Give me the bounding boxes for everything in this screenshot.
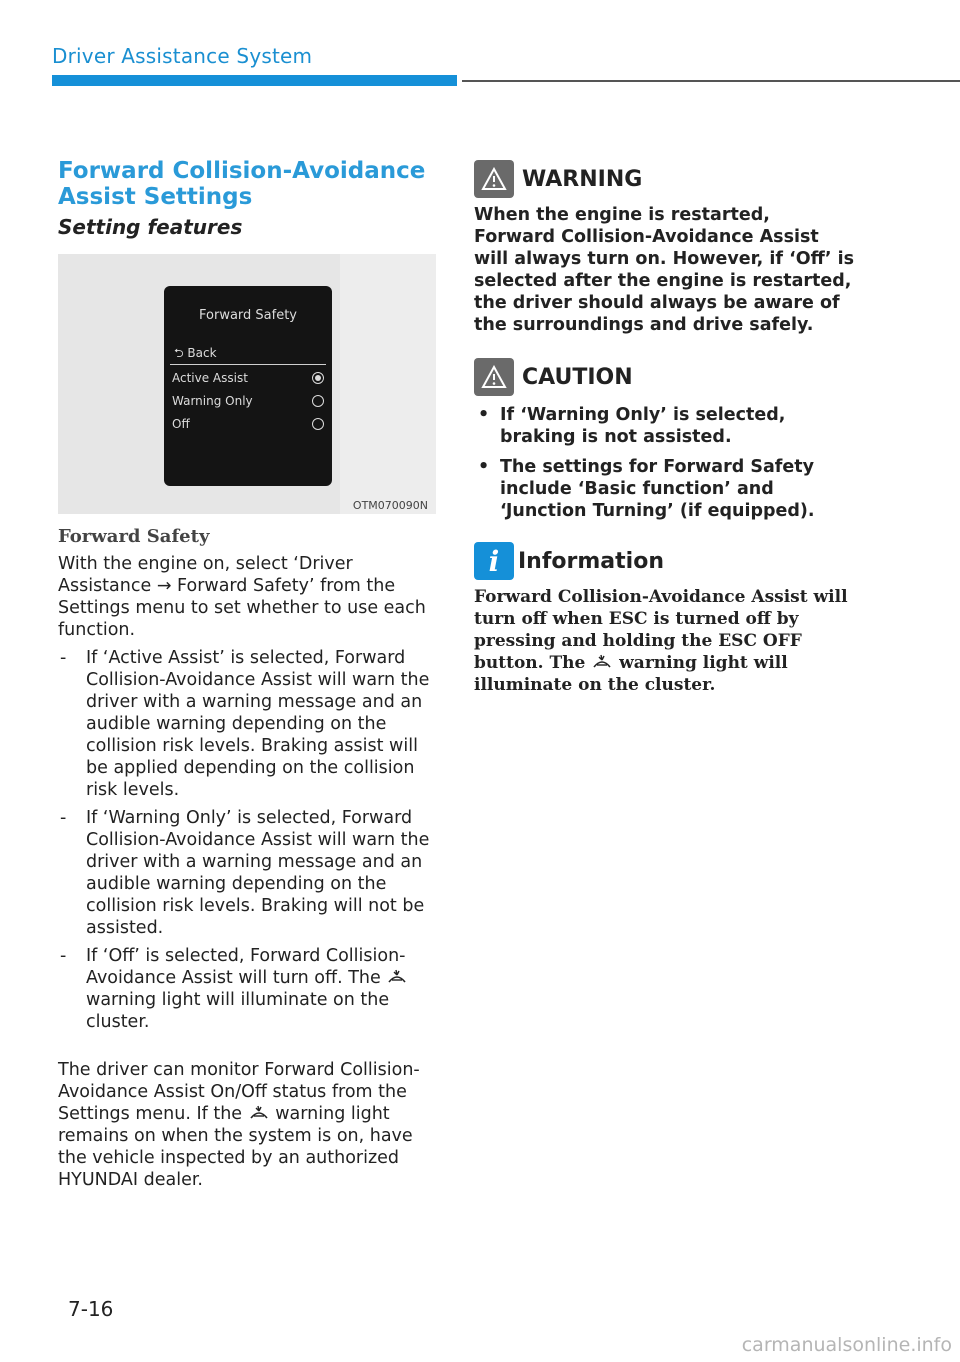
info-icon: i <box>474 542 514 580</box>
list-item <box>58 945 436 1033</box>
forward-safety-heading: Forward Safety <box>58 526 210 547</box>
screen-option-off <box>172 416 324 434</box>
radio-selected-icon <box>312 372 324 384</box>
header-accent-bar <box>52 75 457 86</box>
header-rule <box>462 80 960 82</box>
option-label: Off <box>172 417 190 431</box>
fca-warning-light-icon <box>386 968 408 986</box>
section-title-line-2: Assist Settings <box>58 184 253 210</box>
information-box <box>474 542 854 696</box>
left-column <box>58 158 436 1191</box>
screen-title: Forward Safety <box>199 308 297 323</box>
information-text <box>474 586 854 696</box>
cluster-screen <box>164 286 332 486</box>
radio-empty-icon <box>312 418 324 430</box>
info-text-before: Forward Collision-Avoidance Assist will turn off when ESC is turned off by pressing and holding the ESC OFF button. The <box>474 587 848 673</box>
information-title: Information <box>518 548 664 574</box>
screen-option-active-assist <box>172 370 324 388</box>
caution-triangle-icon <box>481 365 507 389</box>
list-item: - If ‘Active Assist’ is selected, Forward Collision-Avoidance Assist will warn the driver with a warning message and an audible warning depending on the collision risk levels. Braking assist will be applied depending on the collision risk levels. <box>58 647 436 801</box>
option-label: Active Assist <box>172 371 248 385</box>
monitor-paragraph <box>58 1059 436 1191</box>
intro-paragraph: With the engine on, select ‘Driver Assistance → Forward Safety’ from the Settings menu to set whether to use each function. <box>58 554 426 640</box>
sub-title: Setting features <box>58 215 243 239</box>
fca-warning-light-icon <box>248 1104 270 1122</box>
caution-title: CAUTION <box>522 364 633 390</box>
right-column <box>474 158 854 696</box>
option-label: Warning Only <box>172 394 253 408</box>
settings-figure <box>58 254 436 514</box>
section-title-line-1: Forward Collision-Avoidance <box>58 158 426 184</box>
radio-empty-icon <box>312 395 324 407</box>
section-title <box>58 158 436 210</box>
caution-box <box>474 358 854 522</box>
screen-back-item: ⮌ Back <box>174 346 217 360</box>
warning-header <box>474 160 854 198</box>
para-text-before: The driver can monitor Forward Collision-Avoidance Assist On/Off status from the Settings menu. If the <box>58 1060 420 1124</box>
warning-box <box>474 160 854 336</box>
caution-header <box>474 358 854 396</box>
warning-text: When the engine is restarted, Forward Collision-Avoidance Assist will always turn on. However, if ‘Off’ is selected after the engine is restarted, the driver should always be aware of the surroundings and drive safely. <box>474 205 854 335</box>
figure-code: OTM070090N <box>352 499 428 512</box>
chapter-title: Driver Assistance System <box>52 44 313 68</box>
fca-warning-light-icon <box>591 653 613 671</box>
caution-badge <box>474 358 514 396</box>
warning-title: WARNING <box>522 166 643 192</box>
option-description-list <box>58 647 436 1033</box>
information-header <box>474 542 854 580</box>
watermark: carmanualsonline.info <box>741 1334 952 1356</box>
caution-list <box>474 404 854 522</box>
warning-badge <box>474 160 514 198</box>
page-number: 7-16 <box>68 1297 114 1321</box>
info-text-after: warning light will illuminate on the cluster. <box>474 653 788 695</box>
list-item: - If ‘Warning Only’ is selected, Forward Collision-Avoidance Assist will warn the driver with a warning message and an audible warning depending on the collision risk levels. Braking will not be assisted. <box>58 807 436 939</box>
item-text-before: If ‘Off’ is selected, Forward Collision-Avoidance Assist will turn off. The <box>86 946 406 988</box>
list-item: • The settings for Forward Safety include ‘Basic function’ and ‘Junction Turning’ (if equipped). <box>474 456 854 522</box>
warning-triangle-icon <box>481 167 507 191</box>
screen-option-warning-only <box>172 393 324 411</box>
para-text-after: warning light remains on when the system is on, have the vehicle inspected by an authorized HYUNDAI dealer. <box>58 1104 413 1190</box>
screen-divider <box>170 364 326 365</box>
item-text-after: warning light will illuminate on the cluster. <box>86 990 390 1032</box>
list-item: • If ‘Warning Only’ is selected, braking is not assisted. <box>474 404 854 448</box>
